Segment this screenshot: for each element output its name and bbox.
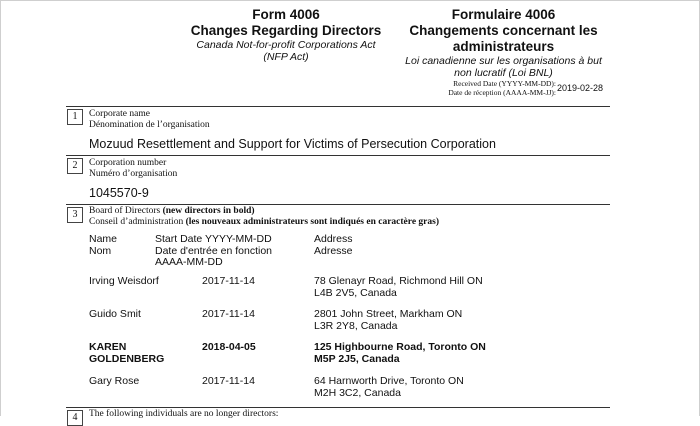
director-address-line1: 78 Glenayr Road, Richmond Hill ON: [314, 275, 483, 287]
director-address-line2: L4B 2V5, Canada: [314, 286, 397, 299]
section-2-number: 2: [67, 158, 83, 174]
director-address-line2: M5P 2J5, Canada: [314, 352, 400, 365]
corporation-number-value: 1045570-9: [89, 186, 149, 200]
director-address-line2: L3R 2Y8, Canada: [314, 319, 398, 332]
col-header-name-fr: Nom: [89, 244, 112, 257]
section-3-label-fr-bold: (les nouveaux administrateurs sont indiqués en caractère gras): [185, 217, 439, 227]
director-address-line2: M2H 3C2, Canada: [314, 386, 401, 399]
section-3-label: [89, 206, 439, 228]
form-title-fr: Formulaire 4006: [451, 7, 556, 22]
col-header-start-fr2: AAAA-MM-DD: [155, 256, 223, 268]
director-name-line1: KAREN: [89, 341, 127, 353]
director-name-line2: GOLDENBERG: [89, 352, 165, 365]
section-4-label: The following individuals are no longer directors:: [89, 409, 279, 419]
form-subtitle-en: Changes Regarding Directors: [190, 23, 382, 38]
section-4-number: 4: [67, 410, 83, 426]
received-label-fr: Date de réception (AAAA-MM-JJ):: [448, 88, 556, 97]
section-4-rule: [66, 407, 610, 408]
section-2-label: [89, 158, 177, 180]
director-address: [314, 309, 462, 332]
section-1-label-fr: Dénomination de l’organisation: [89, 120, 210, 130]
received-date-label: [421, 79, 556, 97]
director-address-line1: 2801 John Street, Markham ON: [314, 308, 463, 320]
director-address-line1: 125 Highbourne Road, Toronto ON: [314, 341, 486, 353]
director-address: [314, 376, 464, 399]
section-3-label-fr: Conseil d’administration: [89, 217, 184, 227]
act-name-fr-2: non lucratif (Loi BNL): [454, 67, 553, 79]
director-start-date: 2017-11-14: [202, 375, 255, 387]
corporate-name-value: Mozuud Resettlement and Support for Victims of Persecution Corporation: [89, 137, 496, 151]
section-2-label-fr: Numéro d’organisation: [89, 169, 178, 179]
section-3-number: 3: [67, 207, 83, 223]
section-1-label-en: Corporate name: [89, 109, 150, 119]
section-1-rule: [66, 106, 610, 107]
received-label-en: Received Date (YYYY-MM-DD):: [453, 79, 556, 88]
director-address-new: [314, 342, 486, 365]
form-title-en: Form 4006: [252, 7, 320, 22]
received-date-value: 2019-02-28: [557, 83, 604, 93]
director-address: [314, 276, 483, 299]
col-header-address: [314, 234, 353, 257]
director-start-date: 2017-11-14: [202, 275, 255, 287]
section-1-number: 1: [67, 109, 83, 125]
director-name-new: [89, 342, 164, 365]
col-header-addr-fr: Adresse: [314, 244, 353, 257]
section-2-rule: [66, 155, 610, 156]
section-1-label: [89, 109, 210, 131]
col-header-start-en: Start Date YYYY-MM-DD: [155, 233, 272, 245]
col-header-start-date: [155, 234, 272, 269]
act-name-en: Canada Not-for-profit Corporations Act: [196, 39, 376, 51]
section-3-label-en-bold: (new directors in bold): [162, 206, 255, 216]
header-french: [396, 7, 611, 79]
act-abbrev-en: (NFP Act): [263, 51, 309, 63]
form-subtitle-fr-2: administrateurs: [452, 39, 555, 54]
director-name: Gary Rose: [89, 375, 140, 387]
form-subtitle-fr-1: Changements concernant les: [409, 23, 598, 38]
header-english: [186, 7, 386, 63]
section-3-rule: [66, 204, 610, 205]
section-3-label-en: Board of Directors: [89, 206, 161, 216]
director-start-date-new: 2018-04-05: [202, 341, 256, 353]
director-address-line1: 64 Harnworth Drive, Toronto ON: [314, 375, 464, 387]
director-start-date: 2017-11-14: [202, 308, 255, 320]
col-header-addr-en: Address: [314, 233, 353, 245]
col-header-start-fr: Date d'entrée en fonction: [155, 244, 273, 257]
col-header-name-en: Name: [89, 233, 118, 245]
col-header-name: [89, 234, 117, 257]
director-name: Irving Weisdorf: [89, 275, 159, 287]
section-2-label-en: Corporation number: [89, 158, 167, 168]
director-name: Guido Smit: [89, 308, 141, 320]
act-name-fr-1: Loi canadienne sur les organisations à but: [405, 55, 602, 67]
